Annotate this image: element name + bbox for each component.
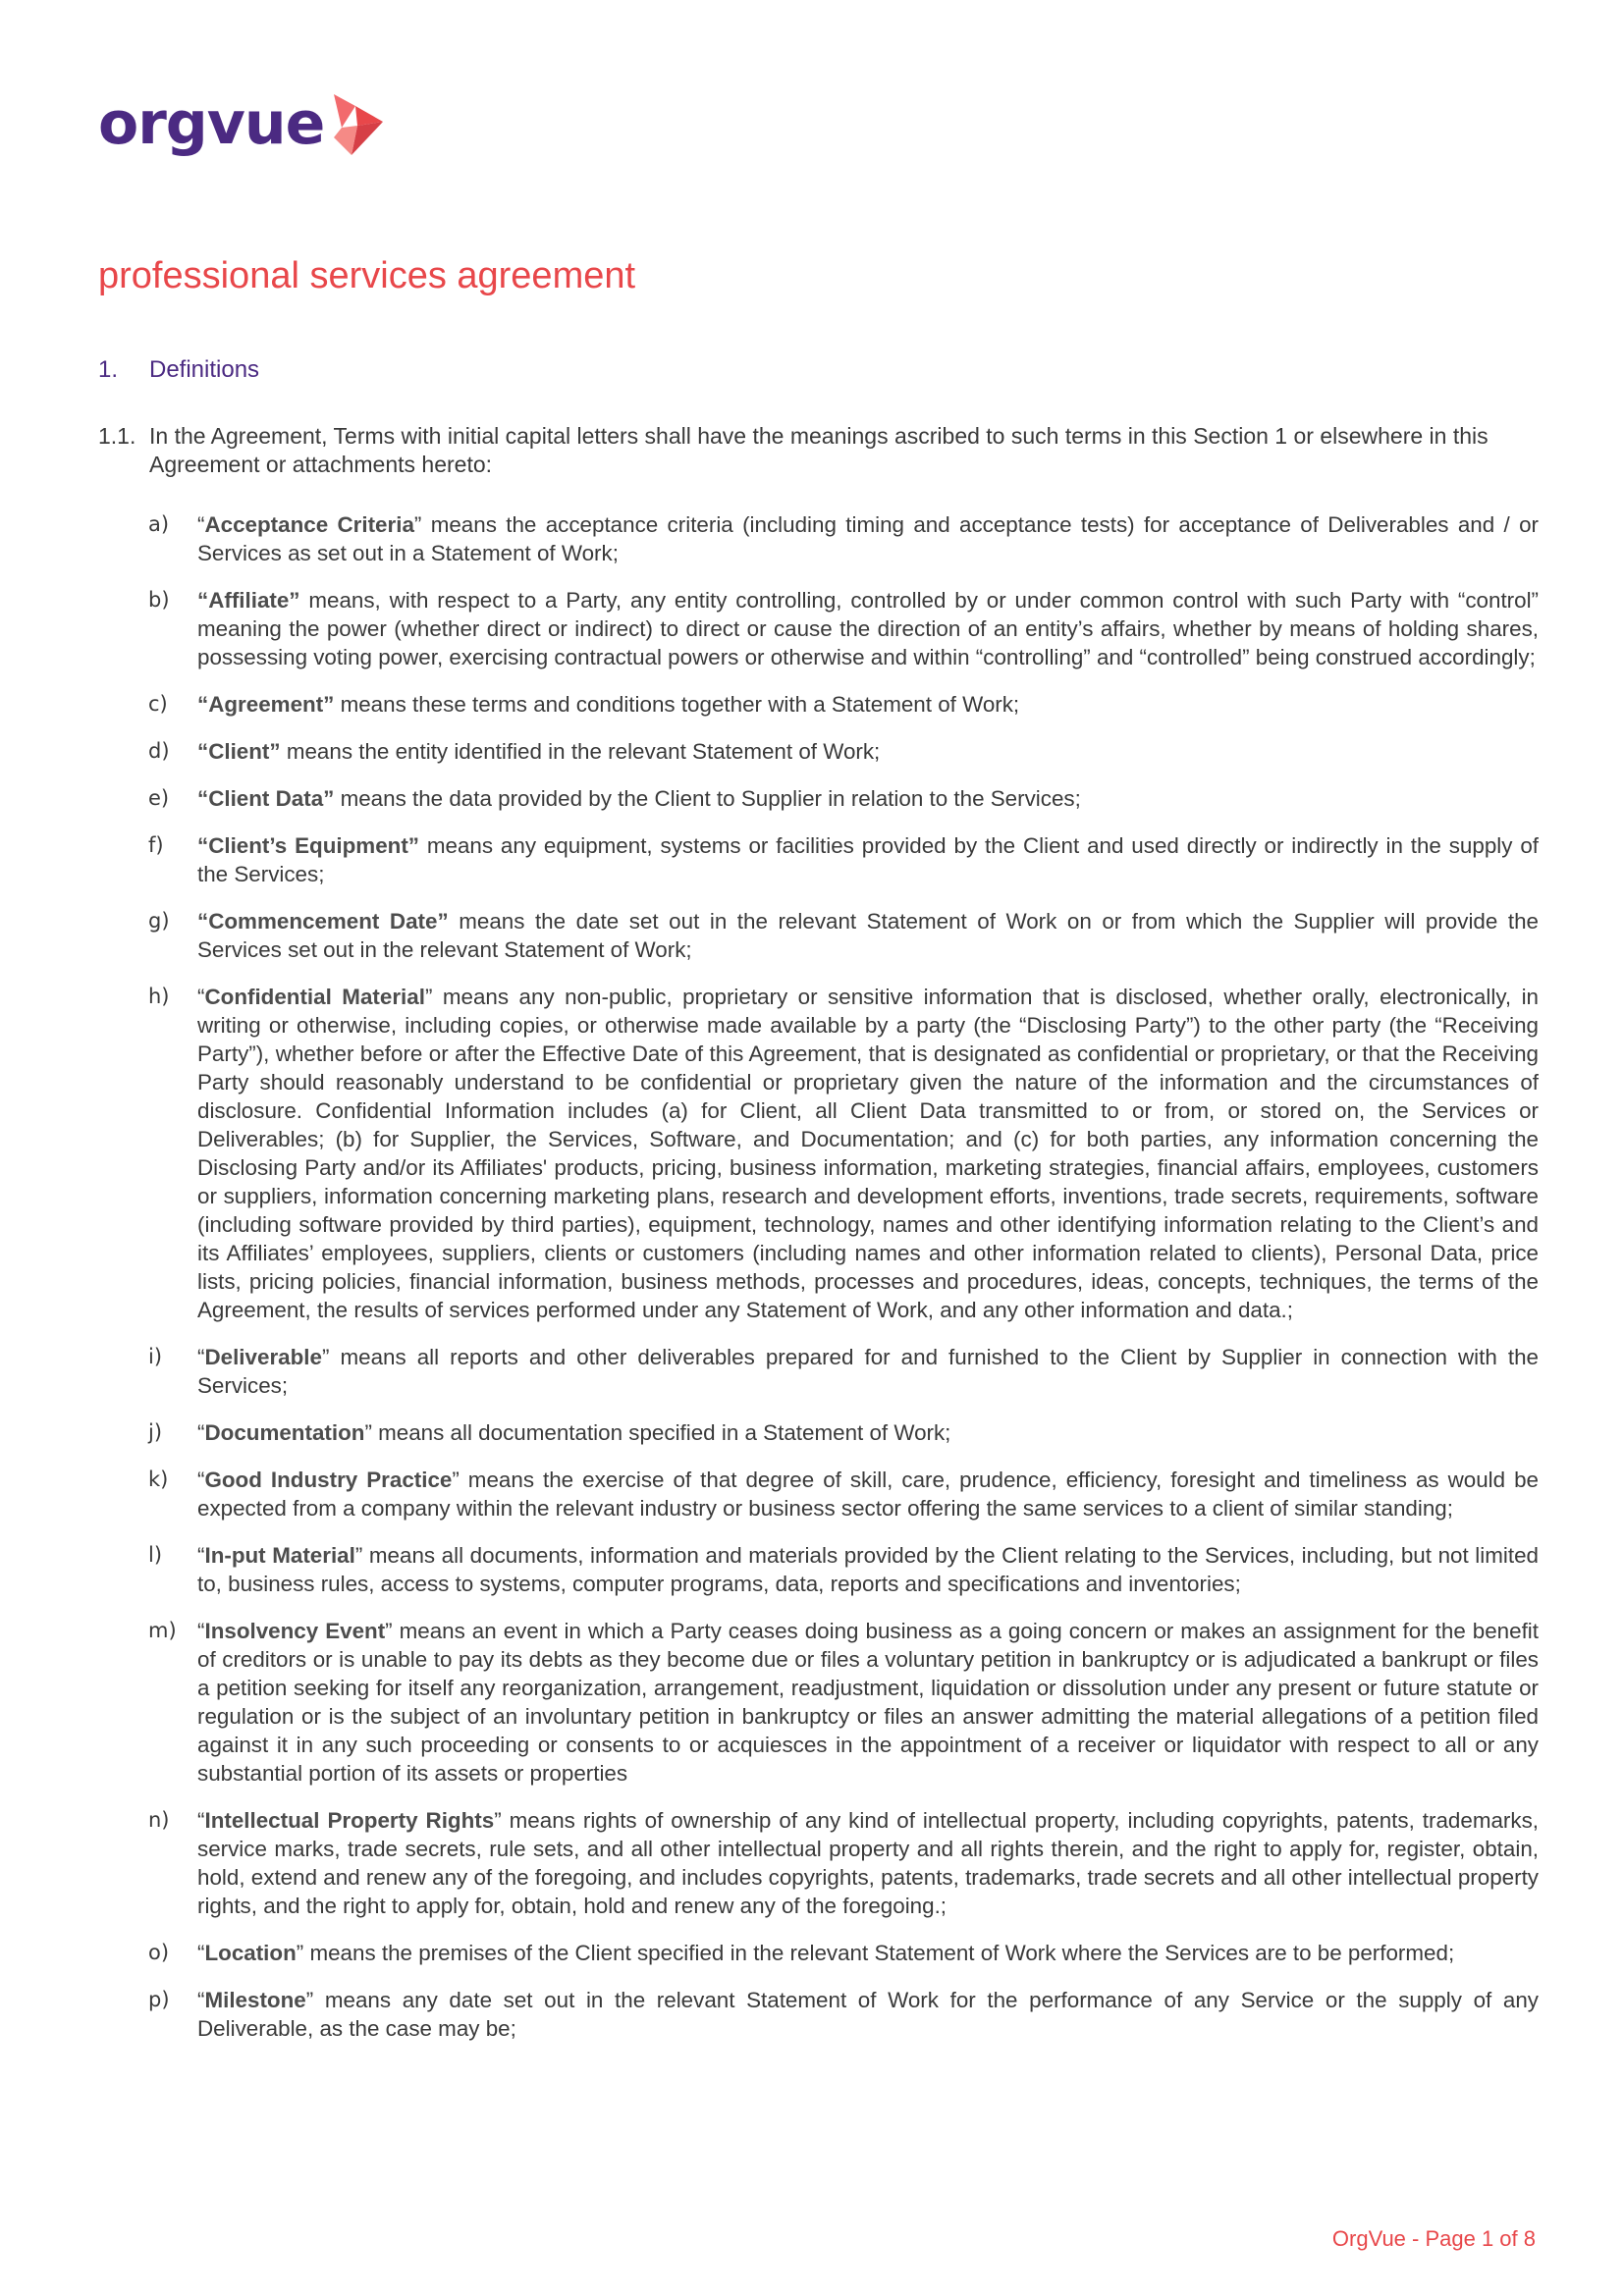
definition-open-quote: “: [197, 1941, 205, 1965]
definition-item: [148, 1806, 1539, 1920]
definition-text: ” means the acceptance criteria (including timing and acceptance tests) for acceptance of Deliverables and / or Services as set out in a Statement of Work;: [197, 512, 1539, 565]
definition-body: [197, 510, 1539, 567]
definition-letter: e): [148, 786, 170, 810]
definition-text: ” means all reports and other deliverables prepared for and furnished to the Client by Supplier in connection with the Services;: [197, 1345, 1539, 1398]
definition-body: [197, 737, 1539, 766]
definition-open-quote: “: [197, 1619, 205, 1643]
definition-open-quote: “: [197, 985, 205, 1009]
definition-letter: h): [148, 985, 170, 1008]
definition-body: [197, 831, 1539, 888]
definition-item: [148, 907, 1539, 964]
definition-item: [148, 983, 1539, 1324]
definition-body: [197, 1343, 1539, 1400]
definition-open-quote: “: [197, 1420, 205, 1445]
definition-open-quote: “: [197, 1345, 205, 1369]
definition-item: [148, 510, 1539, 567]
definition-body: [197, 983, 1539, 1324]
definition-item: [148, 1541, 1539, 1598]
definition-item: [148, 586, 1539, 671]
definition-item: [148, 1617, 1539, 1788]
definition-item: [148, 1986, 1539, 2043]
clause-intro: [98, 422, 1542, 479]
definition-letter: d): [148, 739, 170, 763]
definition-term: Deliverable: [204, 1345, 322, 1369]
clause-text: In the Agreement, Terms with initial capital letters shall have the meanings ascribed to such terms in this Section 1 or elsewhere in this Agreement or attachments hereto:: [149, 423, 1489, 477]
definition-text: ” means the exercise of that degree of skill, care, prudence, efficiency, foresight and timeliness as would be expected from a company within the relevant industry or business sector offering the same services to a client of similar standing;: [197, 1468, 1539, 1521]
section-number: 1.: [98, 356, 119, 383]
definition-item: [148, 784, 1539, 813]
definition-term: “Agreement”: [197, 692, 335, 717]
definition-open-quote: “: [197, 1468, 205, 1492]
definition-body: [197, 1617, 1539, 1788]
definition-term: Good Industry Practice: [204, 1468, 453, 1492]
definition-open-quote: “: [197, 512, 205, 537]
definition-letter: j): [148, 1420, 163, 1444]
definition-text: means these terms and conditions together with a Statement of Work;: [334, 692, 1020, 717]
definition-text: ” means an event in which a Party ceases doing business as a going concern or makes an assignment for the benefit of creditors or is unable to pay its debts as they become due or files a voluntary petition in bankruptcy or is adjudicated a bankrupt or files a petition seeking for itself any reorganization, arrangement, readjustment, liquidation or dissolution under any present or future statute or regulation or is the subject of an involuntary petition in bankruptcy or files an answer admitting the material allegations of a petition filed against it in any such proceeding or consents to or acquiesces in the appointment of a receiver or liquidator with respect to all or any substantial portion of its assets or properties: [197, 1619, 1539, 1786]
definition-text: means the date set out in the relevant Statement of Work on or from which the Supplier will provide the Services set out in the relevant Statement of Work;: [197, 909, 1539, 962]
definition-text: ” means all documents, information and materials provided by the Client relating to the Services, including, but not limited to, business rules, access to systems, computer programs, data, reports and specifications and inventories;: [197, 1543, 1539, 1596]
section-heading: [98, 355, 259, 385]
definition-body: [197, 1806, 1539, 1920]
section-title: Definitions: [149, 356, 260, 383]
definition-letter: o): [148, 1941, 170, 1964]
definition-text: means the data provided by the Client to Supplier in relation to the Services;: [334, 786, 1081, 811]
definition-body: [197, 784, 1539, 813]
clause-number: 1.1.: [98, 423, 136, 449]
definition-letter: p): [148, 1988, 170, 2011]
definition-text: means, with respect to a Party, any entity controlling, controlled by or under common control with such Party with “control” meaning the power (whether direct or indirect) to direct or cause the direction of an entity’s affairs, whether by means of holding shares, possessing voting power, exercising contractual powers or otherwise and within “controlling” and “controlled” being construed accordingly;: [197, 588, 1539, 669]
definition-term: “Client Data”: [197, 786, 335, 811]
definition-body: [197, 907, 1539, 964]
definition-term: Insolvency Event: [204, 1619, 386, 1643]
definitions-list: [148, 510, 1539, 2061]
document-title: professional services agreement: [98, 255, 636, 296]
definition-letter: c): [148, 692, 168, 716]
definition-letter: k): [148, 1468, 169, 1491]
definition-item: [148, 1466, 1539, 1522]
definition-term: Acceptance Criteria: [204, 512, 414, 537]
definition-text: ” means the premises of the Client specified in the relevant Statement of Work where the Services are to be performed;: [296, 1941, 1455, 1965]
definition-letter: g): [148, 909, 170, 933]
definition-body: [197, 690, 1539, 719]
definition-letter: m): [148, 1619, 177, 1642]
page-footer: OrgVue - Page 1 of 8: [1331, 2226, 1536, 2251]
definition-term: Location: [204, 1941, 297, 1965]
orgvue-logo: [98, 90, 385, 157]
definition-letter: b): [148, 588, 170, 612]
definition-body: [197, 586, 1539, 671]
definition-item: [148, 737, 1539, 766]
definition-term: “Client”: [197, 739, 281, 764]
definition-letter: n): [148, 1808, 170, 1832]
definition-item: [148, 1343, 1539, 1400]
definition-item: [148, 831, 1539, 888]
definition-term: Intellectual Property Rights: [204, 1808, 495, 1833]
definition-letter: f): [148, 833, 164, 857]
definition-open-quote: “: [197, 1988, 205, 2012]
logo-wordmark: orgvue: [98, 89, 325, 158]
definition-text: means any equipment, systems or facilities provided by the Client and used directly or indirectly in the supply of the Services;: [197, 833, 1539, 886]
definition-term: “Client’s Equipment”: [197, 833, 419, 858]
definition-letter: a): [148, 512, 170, 536]
definition-item: [148, 1418, 1539, 1447]
definition-body: [197, 1986, 1539, 2043]
definition-body: [197, 1466, 1539, 1522]
definition-term: “Commencement Date”: [197, 909, 449, 934]
definition-text: means the entity identified in the relevant Statement of Work;: [280, 739, 881, 764]
definition-letter: i): [148, 1345, 163, 1368]
definition-text: ” means any non-public, proprietary or sensitive information that is disclosed, whether orally, electronically, in writing or otherwise, including copies, or otherwise made available by a party (the “Disclosing Party”) to the other party (the “Receiving Party”), whether before or after the Effective Date of this Agreement, that is designated as confidential or proprietary, or that the Receiving Party should reasonably understand to be confidential or proprietary given the nature of the information and the circumstances of disclosure. Confidential Information includes (a) for Client, all Client Data transmitted to or from, or stored on, the Services or Deliverables; (b) for Supplier, the Services, Software, and Documentation; and (c) for both parties, any information concerning the Disclosing Party and/or its Affiliates' products, pricing, business information, marketing strategies, financial affairs, employees, customers or suppliers, information concerning marketing plans, research and development efforts, inventions, trade secrets, requirements, software (including software provided by third parties), equipment, technology, names and other identifying information relating to the Client’s and its Affiliates’ employees, suppliers, clients or customers (including names and other information related to clients), Personal Data, price lists, pricing policies, financial information, business methods, processes and procedures, ideas, concepts, techniques, the terms of the Agreement, the results of services performed under any Statement of Work, and any other information and data.;: [197, 985, 1539, 1322]
definition-text: ” means any date set out in the relevant Statement of Work for the performance of any Service or the supply of any Deliverable, as the case may be;: [197, 1988, 1539, 2041]
definition-body: [197, 1541, 1539, 1598]
definition-item: [148, 1939, 1539, 1967]
definition-body: [197, 1418, 1539, 1447]
definition-open-quote: “: [197, 1808, 205, 1833]
definition-body: [197, 1939, 1539, 1967]
definition-term: Milestone: [204, 1988, 306, 2012]
definition-open-quote: “: [197, 1543, 205, 1568]
definition-term: Confidential Material: [204, 985, 425, 1009]
definition-term: “Affiliate”: [197, 588, 300, 613]
orgvue-triangle-mark-icon: [328, 92, 385, 157]
definition-text: ” means all documentation specified in a Statement of Work;: [364, 1420, 951, 1445]
definition-text: ” means rights of ownership of any kind of intellectual property, including copyrights, patents, trademarks, service marks, trade secrets, rule sets, and all other intellectual property and all rights therein, and the right to apply for, register, obtain, hold, extend and renew any of the foregoing, and includes copyrights, patents, trademarks, trade secrets and all other intellectual property rights, and the right to apply for, obtain, hold and renew any of the foregoing.;: [197, 1808, 1540, 1918]
definition-letter: l): [148, 1543, 163, 1567]
definition-item: [148, 690, 1539, 719]
definition-term: In-put Material: [204, 1543, 355, 1568]
definition-term: Documentation: [204, 1420, 365, 1445]
